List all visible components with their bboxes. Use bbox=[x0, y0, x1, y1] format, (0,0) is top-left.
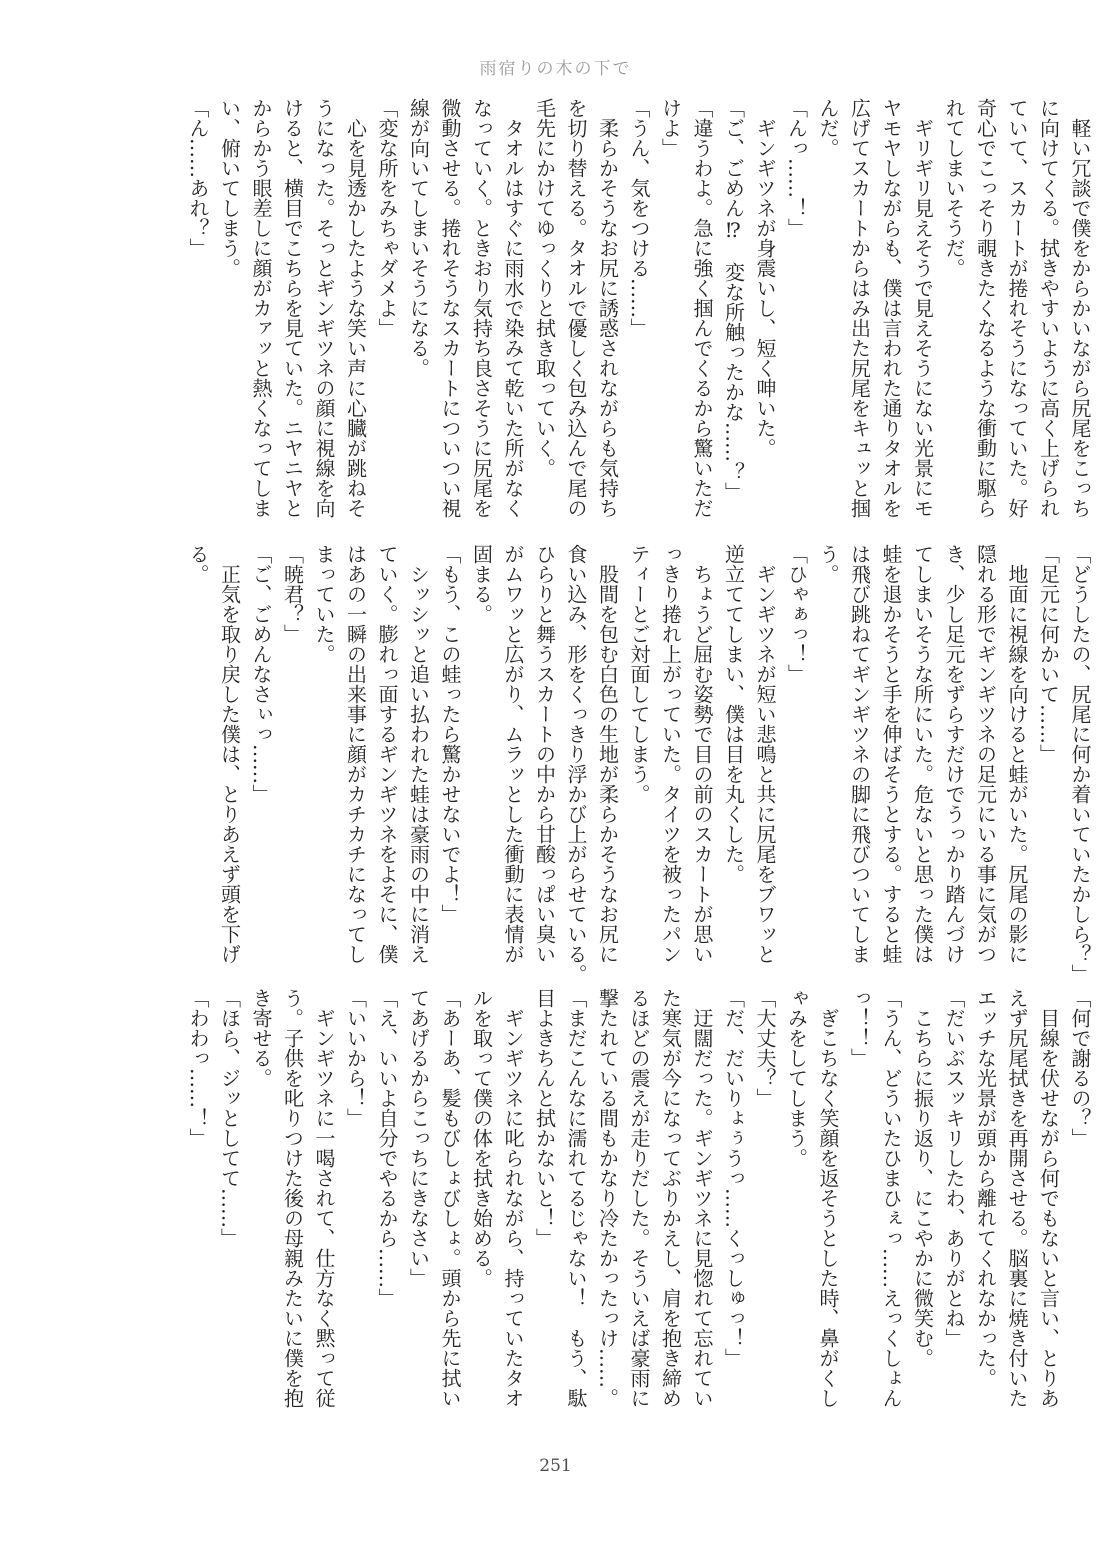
text-line: 「んっ……！」 bbox=[784, 98, 809, 238]
text-line: えず尻尾拭きを再開させる。脳裏に焼き付いた bbox=[1005, 988, 1029, 1408]
text-line: てあげるからこっちにきなさい」 bbox=[406, 988, 431, 1288]
text-line: ギンギツネが短い悲鳴と共に尻尾をブワッと bbox=[753, 544, 777, 964]
text-line: ぎこちなく笑顔を返そうとした時、鼻がくし bbox=[816, 988, 840, 1408]
text-line: う。 bbox=[816, 544, 840, 584]
text-line: 「あーあ、髪もびしょびしょ。頭から先に拭い bbox=[438, 988, 462, 1408]
text-line: ちょうど屈む姿勢で目の前のスカートが思い bbox=[690, 544, 714, 964]
text-line: てしまいそうな所にいた。危ないと思った僕は bbox=[910, 544, 935, 964]
text-line: 逆立ててしまい、僕は目を丸くした。 bbox=[721, 544, 746, 884]
text-line: 「ひゃぁっ！」 bbox=[784, 544, 809, 684]
page-number: 251 bbox=[539, 1456, 572, 1476]
text-block-middle bbox=[182, 544, 1096, 990]
text-line: 「ん……あれ？」 bbox=[186, 98, 210, 258]
text-line: 「どうしたの、尻尾に何か着いていたかしら？」 bbox=[1068, 544, 1092, 984]
text-line: ギンギツネに一喝されて、仕方なく黙って従 bbox=[312, 988, 336, 1408]
text-line: 奇心でこっそり覗きたくなるような衝動に駆ら bbox=[973, 98, 998, 518]
text-line: 「もう、この蛙ったら驚かせないでよ！」 bbox=[438, 544, 462, 924]
text-line: 「いいから！」 bbox=[343, 988, 368, 1128]
text-line: 「ご、ごめん⁉ 変な所触ったかな……？」 bbox=[721, 98, 746, 502]
text-line: けると、横目でこちらを見ていた。ニヤニヤと bbox=[280, 98, 305, 518]
text-line: 食い込み、形をくっきり浮かび上がらせている。 bbox=[564, 544, 588, 984]
text-line: まっていた。 bbox=[312, 544, 336, 664]
text-line: 「だ、だいりょぅうっ……くっしゅっ！」 bbox=[721, 988, 746, 1368]
text-line: た寒気が今になってぶりかえし、肩を抱き締め bbox=[658, 988, 683, 1408]
text-line: 「ご、ごめんなさぃっ……」 bbox=[249, 544, 273, 804]
text-line: に向けてくる。拭きやすいように高く上げられ bbox=[1036, 98, 1061, 518]
text-line: 「まだこんなに濡れてるじゃない！ もう、駄 bbox=[564, 988, 588, 1408]
text-line: ヤモヤしながらも、僕は言われた通りタオルを bbox=[879, 98, 903, 518]
text-line: 地面に視線を向けると蛙がいた。尻尾の影に bbox=[1005, 544, 1029, 964]
text-line: 「違うわよ。急に強く掴んでくるから驚いただ bbox=[690, 98, 714, 518]
text-line: 軽い冗談で僕をからかいながら尻尾をこっち bbox=[1068, 98, 1092, 518]
text-line: 「だいぶスッキリしたわ、ありがとね」 bbox=[942, 988, 966, 1348]
text-line: 「わわっ……！」 bbox=[186, 988, 210, 1148]
running-header-title: 雨宿りの木の下で bbox=[479, 59, 632, 79]
text-line: れてしまいそうだ。 bbox=[942, 98, 966, 278]
text-line: うになった。そっとギンギツネの顔に視線を向 bbox=[312, 98, 336, 518]
text-line: 柔らかそうなお尻に誘惑されながらも気持ち bbox=[595, 98, 620, 518]
text-line: 線が向いてしまいそうになる。 bbox=[406, 98, 431, 378]
text-line: 「暁君？」 bbox=[280, 544, 305, 644]
text-line: 蛙を退かそうと手を伸ばそうとする。すると蛙 bbox=[879, 544, 903, 964]
text-line: い、俯いてしまう。 bbox=[217, 98, 242, 278]
text-line: き、少し足元をずらすだけでうっかり踏んづけ bbox=[942, 544, 966, 964]
text-line: ひらりと舞うスカートの中から甘酸っぱい臭い bbox=[532, 544, 557, 964]
text-line: んだ。 bbox=[816, 98, 840, 158]
text-line: 固まる。 bbox=[469, 544, 494, 624]
text-line: ていて、スカートが捲れそうになっていた。好 bbox=[1005, 98, 1029, 518]
text-line: っ！！」 bbox=[847, 988, 872, 1068]
text-line: 「うん、どういたひまひぇっ……えっくしょん bbox=[879, 988, 903, 1408]
text-line: シッシッと追い払われた蛙は豪雨の中に消え bbox=[406, 544, 431, 964]
text-line: 「大丈夫？」 bbox=[753, 988, 777, 1108]
text-line: がムワッと広がり、ムラッとした衝動に表情が bbox=[501, 544, 525, 964]
text-line: 微動させる。捲れそうなスカートについつい視 bbox=[438, 98, 462, 518]
text-line: 正気を取り戻した僕は、とりあえず頭を下げ bbox=[217, 544, 242, 964]
text-line: 隠れる形でギンギツネの足元にいる事に気がつ bbox=[973, 544, 998, 964]
text-line: 「何で謝るの？」 bbox=[1068, 988, 1092, 1148]
text-line: ギンギツネに叱られながら、持っていたタオ bbox=[501, 988, 525, 1408]
text-line: を切り替える。タオルで優しく包み込んで尾の bbox=[564, 98, 588, 518]
text-line: はあの一瞬の出来事に顔がカチカチになってし bbox=[343, 544, 368, 964]
text-line: 「うん、気をつける……」 bbox=[627, 98, 651, 338]
text-line: なっていく。ときおり気持ち良さそうに尻尾を bbox=[469, 98, 494, 518]
text-line: 目よきちんと拭かないと！」 bbox=[532, 988, 557, 1248]
text-line: ていく。膨れっ面するギンギツネをよそに、僕 bbox=[375, 544, 399, 964]
text-line: 心を見透かしたような笑い声に心臓が跳ねそ bbox=[343, 98, 368, 518]
text-line: 「変な所をみちゃダメよ」 bbox=[375, 98, 399, 338]
text-line: っきり捲れ上がっていた。タイツを被ったパン bbox=[658, 544, 683, 964]
text-line: ギンギツネが身震いし、短く呻いた。 bbox=[753, 98, 777, 458]
text-line: からかう眼差しに顔がカァッと熱くなってしま bbox=[249, 98, 273, 518]
text-line: タオルはすぐに雨水で染みて乾いた所がなく bbox=[501, 98, 525, 518]
text-line: 「足元に何かいて……」 bbox=[1036, 544, 1061, 764]
text-line: るほどの震えが走りだした。そういえば豪雨に bbox=[627, 988, 651, 1408]
text-line: 迂闊だった。ギンギツネに見惚れて忘れてい bbox=[690, 988, 714, 1408]
text-line: 目線を伏せながら何でもないと言い、とりあ bbox=[1036, 988, 1061, 1408]
text-line: エッチな光景が頭から離れてくれなかった。 bbox=[973, 988, 998, 1388]
text-line: る。 bbox=[186, 544, 210, 584]
text-block-bottom bbox=[182, 988, 1096, 1434]
text-line: 「ほら、ジッとしてて……」 bbox=[217, 988, 242, 1248]
text-block-top bbox=[182, 98, 1096, 544]
text-line: ティーとご対面してしまう。 bbox=[627, 544, 651, 804]
text-line: こちらに振り返り、にこやかに微笑む。 bbox=[910, 988, 935, 1368]
text-line: は飛び跳ねてギンギツネの脚に飛びついてしま bbox=[847, 544, 872, 964]
text-line: 毛先にかけてゆっくりと拭き取っていく。 bbox=[532, 98, 557, 478]
text-line: 「え、いいよ自分でやるから……」 bbox=[375, 988, 399, 1308]
text-line: 撃たれている間もかなり冷たかったっけ……。 bbox=[595, 988, 620, 1408]
text-line: けよ」 bbox=[658, 98, 683, 158]
text-line: う。子供を叱りつけた後の母親みたいに僕を抱 bbox=[280, 988, 305, 1408]
text-line: き寄せる。 bbox=[249, 988, 273, 1088]
text-line: ギリギリ見えそうで見えそうにない光景にモ bbox=[910, 98, 935, 518]
text-line: 広げてスカートからはみ出た尻尾をキュッと掴 bbox=[847, 98, 872, 518]
text-line: ルを取って僕の体を拭き始める。 bbox=[469, 988, 494, 1288]
text-line: 股間を包む白色の生地が柔らかそうなお尻に bbox=[595, 544, 620, 964]
text-line: ゃみをしてしまう。 bbox=[784, 988, 809, 1168]
